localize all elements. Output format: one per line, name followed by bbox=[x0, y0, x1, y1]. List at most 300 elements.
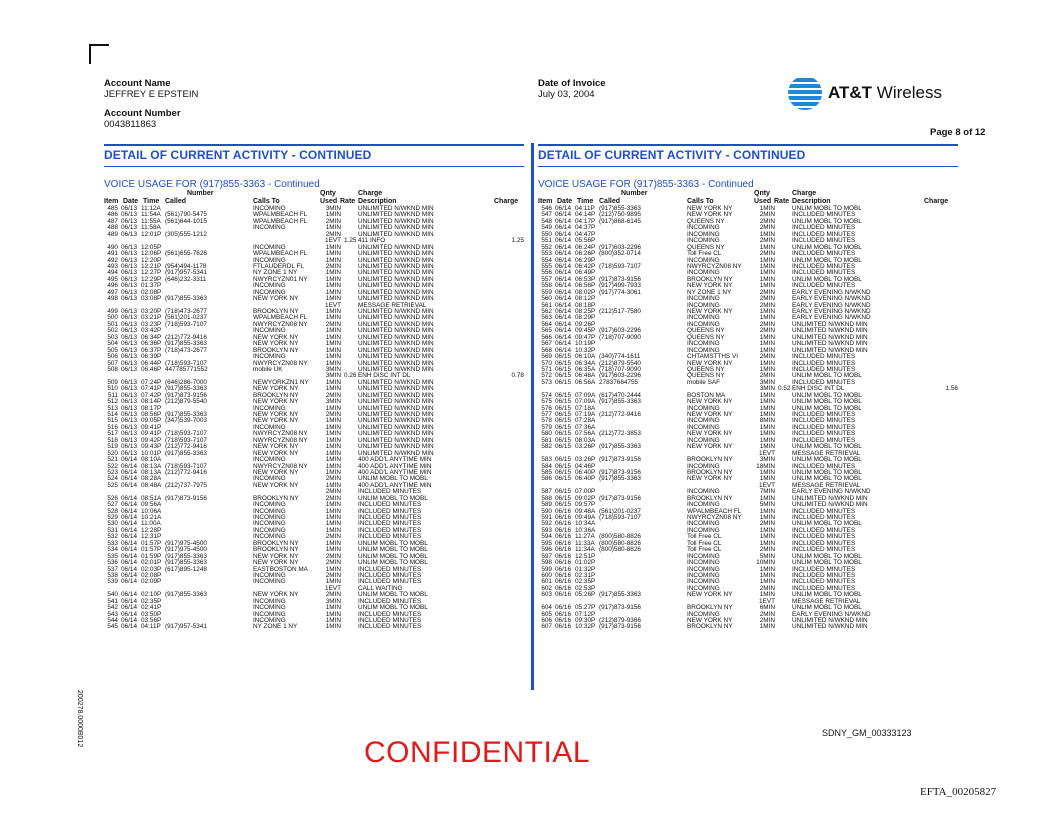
calls-to: NY ZONE 1 NY bbox=[253, 623, 298, 631]
description: UNLIMITED N/WKND MIN bbox=[792, 623, 868, 631]
rate: 0.26 bbox=[344, 372, 357, 380]
description: INCLUDED MINUTES bbox=[358, 526, 422, 534]
description: UNLIM MOBL TO MOBL bbox=[792, 275, 862, 283]
used-qty: 1MIN bbox=[325, 610, 341, 618]
used-qty: 1MIN bbox=[325, 456, 341, 464]
item-number: 599 bbox=[541, 565, 552, 573]
used-qty: 1EVT bbox=[759, 597, 775, 605]
description: EARLY EVENING N/WKND bbox=[792, 295, 871, 303]
header-used: Used bbox=[754, 198, 772, 205]
calls-to: INCOMING bbox=[687, 237, 720, 245]
call-time: 04:11P bbox=[575, 205, 595, 212]
call-date: 06/13 bbox=[121, 353, 137, 361]
item-number: 560 bbox=[541, 295, 552, 303]
call-date: 06/16 bbox=[555, 617, 571, 624]
description: MESSAGE RETRIEVAL bbox=[792, 449, 861, 457]
call-time: 12:31P bbox=[141, 533, 162, 541]
item-number: 545 bbox=[107, 623, 118, 631]
description: INCLUDED MINUTES bbox=[792, 359, 856, 367]
called-number: (212)879-9366 bbox=[599, 617, 641, 624]
used-qty: 3MIN bbox=[325, 597, 341, 605]
description: UNLIM MOBL TO MOBL bbox=[792, 372, 862, 380]
calls-to: Toll Free CL bbox=[687, 250, 722, 258]
description: UNLIMITED N/WKND MIN bbox=[792, 327, 868, 335]
called-number: (561)644-1015 bbox=[165, 217, 207, 225]
item-number: 515 bbox=[107, 417, 118, 425]
item-number: 517 bbox=[107, 430, 118, 438]
title-rule bbox=[104, 166, 524, 167]
call-time: 03:42P bbox=[141, 327, 162, 335]
calls-to: NEW YORK NY bbox=[253, 340, 299, 348]
call-time: 01:02P bbox=[575, 559, 596, 567]
used-qty: 1MIN bbox=[325, 359, 341, 367]
charge: 1.56 bbox=[945, 385, 958, 393]
description: 400 ADD'L ANYTIME MIN bbox=[358, 468, 432, 476]
calls-to: INCOMING bbox=[687, 584, 720, 592]
item-number: 489 bbox=[107, 230, 118, 238]
called-number: (917)873-9156 bbox=[599, 604, 641, 612]
call-date: 06/14 bbox=[121, 571, 137, 579]
item-number: 530 bbox=[107, 520, 118, 528]
call-time: 06:29P bbox=[575, 256, 596, 264]
call-date: 06/13 bbox=[121, 423, 137, 431]
call-time: 09:30P bbox=[575, 617, 596, 624]
used-qty: 7MIN bbox=[759, 488, 775, 496]
call-date: 06/14 bbox=[121, 546, 137, 554]
item-number: 568 bbox=[541, 346, 552, 354]
description: EARLY EVENING N/WKND bbox=[792, 314, 871, 322]
description: UNLIM MOBL TO MOBL bbox=[792, 205, 862, 212]
item-number: 495 bbox=[107, 275, 118, 283]
used-qty: 1MIN bbox=[759, 275, 775, 283]
called-number: (917)873-9156 bbox=[599, 275, 641, 283]
used-qty: 1MIN bbox=[325, 578, 341, 586]
item-number: 512 bbox=[107, 398, 118, 406]
used-qty: 1EVT bbox=[325, 584, 341, 592]
call-date: 06/13 bbox=[121, 340, 137, 348]
item-number: 592 bbox=[541, 520, 552, 528]
description: UNLIM MOBL TO MOBL bbox=[358, 546, 428, 554]
description: INCLUDED MINUTES bbox=[792, 430, 856, 438]
description: INCLUDED MINUTES bbox=[792, 539, 856, 547]
call-time: 07:56A bbox=[575, 430, 596, 438]
calls-to: INCOMING bbox=[253, 327, 286, 335]
item-number: 580 bbox=[541, 430, 552, 438]
call-date: 06/14 bbox=[121, 597, 137, 605]
call-date: 06/13 bbox=[121, 243, 137, 251]
description: INCLUDED MINUTES bbox=[358, 617, 422, 624]
description: UNLIMITED N/WKND MIN bbox=[792, 340, 868, 348]
item-number: 496 bbox=[107, 282, 118, 290]
calls-to: INCOMING bbox=[253, 224, 286, 232]
column-header-row-1 bbox=[538, 190, 958, 198]
calls-to: QUEENS NY bbox=[687, 217, 725, 225]
called-number: (212)517-7580 bbox=[599, 308, 641, 315]
call-time: 12:20P bbox=[141, 256, 162, 264]
calls-to: NEW YORK NY bbox=[687, 308, 733, 315]
used-qty: 1MIN bbox=[325, 275, 341, 283]
call-date: 06/13 bbox=[121, 404, 137, 412]
header-item: Item bbox=[538, 198, 553, 205]
call-date: 06/13 bbox=[121, 436, 137, 444]
call-date: 06/15 bbox=[555, 411, 571, 418]
used-qty: 2MIN bbox=[759, 295, 775, 303]
description: CALL WAITING bbox=[358, 584, 403, 592]
calls-to: NEW YORK NY bbox=[253, 552, 299, 560]
used-qty: 2MIN bbox=[759, 217, 775, 225]
call-time: 08:02P bbox=[575, 288, 596, 296]
calls-to: INCOMING bbox=[253, 423, 286, 431]
description: INCLUDED MINUTES bbox=[792, 584, 856, 592]
called-number: (718)707-9090 bbox=[599, 333, 641, 341]
calls-to: NEW YORK NY bbox=[687, 475, 733, 483]
description: UNLIMITED N/WKND MIN bbox=[358, 398, 434, 406]
call-date: 06/13 bbox=[121, 417, 137, 425]
call-time: 08:13A bbox=[141, 462, 162, 470]
called-number: (917)499-7933 bbox=[599, 282, 641, 290]
used-qty: 1EVT bbox=[325, 301, 341, 309]
call-time: 09:45P bbox=[575, 327, 596, 335]
call-time: 03:21P bbox=[141, 314, 162, 322]
used-qty: 2MIN bbox=[759, 353, 775, 361]
call-date: 06/15 bbox=[555, 353, 571, 361]
call-date: 06/14 bbox=[555, 295, 571, 303]
item-number: 499 bbox=[107, 308, 118, 315]
call-time: 09:43P bbox=[141, 443, 162, 451]
call-date: 06/15 bbox=[555, 365, 571, 373]
calls-to: BROOKLYN NY bbox=[687, 604, 733, 612]
used-qty: 8MIN bbox=[759, 417, 775, 425]
used-qty: 2MIN bbox=[759, 610, 775, 618]
item-number: 570 bbox=[541, 359, 552, 367]
header-called: Called bbox=[165, 198, 187, 205]
calls-to: mobile SAF bbox=[687, 378, 721, 386]
description: UNLIMITED N/WKND MIN bbox=[358, 269, 434, 277]
description: UNLIM MOBL TO MOBL bbox=[792, 443, 862, 451]
used-qty: 2MIN bbox=[325, 571, 341, 579]
call-time: 12:28P bbox=[141, 526, 162, 534]
call-date: 06/13 bbox=[121, 230, 137, 238]
calls-to: NY ZONE 1 NY bbox=[687, 288, 732, 296]
call-time: 12:01P bbox=[141, 230, 162, 238]
called-number: (800)580-8826 bbox=[599, 539, 641, 547]
used-qty: 2MIN bbox=[759, 288, 775, 296]
calls-to: QUEENS NY bbox=[687, 243, 725, 251]
used-qty: 5MIN bbox=[759, 552, 775, 560]
call-time: 07:24P bbox=[141, 378, 162, 386]
called-number: (917)855-3363 bbox=[165, 411, 207, 418]
calls-to: NWYRCYZN01 NY bbox=[253, 275, 308, 283]
called-number: (718)593-7107 bbox=[599, 514, 641, 521]
item-number: 548 bbox=[541, 217, 552, 225]
description: 400 ADD'L ANYTIME MIN bbox=[358, 481, 432, 489]
call-time: 02:53P bbox=[575, 584, 596, 592]
description: UNLIM MOBL TO MOBL bbox=[792, 468, 862, 476]
call-date: 06/14 bbox=[555, 224, 571, 232]
call-time: 02:03P bbox=[141, 565, 162, 573]
description: UNLIMITED N/WKND MIN bbox=[358, 308, 434, 315]
called-number: (646)286-7000 bbox=[165, 378, 207, 386]
calls-to: BROOKLYN NY bbox=[253, 346, 299, 354]
description: UNLIMITED N/WKND MIN bbox=[358, 436, 434, 444]
used-qty: 2MIN bbox=[325, 262, 341, 270]
description: UNLIMITED N/WKND MIN bbox=[358, 256, 434, 264]
used-qty: 3MIN bbox=[759, 378, 775, 386]
calls-to: NEW YORK NY bbox=[687, 282, 733, 290]
calls-to: BROOKLYN NY bbox=[687, 494, 733, 502]
used-qty: 1EVT bbox=[759, 481, 775, 489]
section-title-left: DETAIL OF CURRENT ACTIVITY - CONTINUED bbox=[104, 144, 524, 162]
call-date: 06/15 bbox=[555, 488, 571, 496]
item-number: 564 bbox=[541, 320, 552, 328]
call-date: 06/14 bbox=[555, 230, 571, 238]
description: MESSAGE RETRIEVAL bbox=[358, 301, 427, 309]
call-date: 06/16 bbox=[555, 610, 571, 618]
call-date: 06/14 bbox=[121, 578, 137, 586]
item-number: 550 bbox=[541, 230, 552, 238]
voice-usage-subtitle-right: VOICE USAGE FOR (917)855-3363 - Continued bbox=[538, 179, 754, 190]
call-time: 11:00A bbox=[141, 520, 161, 528]
call-time: 04:14P bbox=[575, 211, 596, 219]
item-number: 516 bbox=[107, 423, 118, 431]
used-qty: 1MIN bbox=[325, 385, 341, 393]
calls-to: INCOMING bbox=[687, 301, 720, 309]
call-date: 06/14 bbox=[555, 217, 571, 225]
section-title-right: DETAIL OF CURRENT ACTIVITY - CONTINUED bbox=[538, 144, 958, 162]
called-number: (917)868-6145 bbox=[599, 217, 641, 225]
description: UNLIM MOBL TO MOBL bbox=[792, 398, 862, 406]
called-number: (646)232-3311 bbox=[165, 275, 207, 283]
call-date: 06/13 bbox=[121, 320, 137, 328]
call-date: 06/15 bbox=[555, 436, 571, 444]
item-number: 606 bbox=[541, 617, 552, 624]
call-date: 06/15 bbox=[555, 398, 571, 406]
calls-to: INCOMING bbox=[687, 230, 720, 238]
description: UNLIMITED N/WKND MIN bbox=[358, 211, 434, 219]
call-time: 06:34P bbox=[141, 333, 162, 341]
calls-to: BROOKLYN NY bbox=[687, 456, 733, 464]
call-time: 10:19P bbox=[575, 340, 596, 348]
header-called: Called bbox=[599, 198, 621, 205]
call-date: 06/14 bbox=[555, 269, 571, 277]
call-date: 06/16 bbox=[555, 514, 571, 521]
header-charge: Charge bbox=[924, 198, 949, 205]
item-number: 555 bbox=[541, 262, 552, 270]
calls-to: INCOMING bbox=[687, 501, 720, 509]
description: UNLIMITED N/WKND MIN bbox=[358, 365, 434, 373]
header-used: Used bbox=[320, 198, 338, 205]
description: INCLUDED MINUTES bbox=[792, 571, 856, 579]
description: UNLIM MOBL TO MOBL bbox=[358, 494, 428, 502]
used-qty: 1MIN bbox=[325, 526, 341, 534]
calls-to: INCOMING bbox=[687, 320, 720, 328]
used-qty: 1MIN bbox=[325, 288, 341, 296]
description: UNLIM MOBL TO MOBL bbox=[358, 539, 428, 547]
call-date: 06/14 bbox=[121, 507, 137, 515]
call-date: 06/16 bbox=[555, 507, 571, 515]
call-date: 06/13 bbox=[121, 346, 137, 354]
description: INCLUDED MINUTES bbox=[358, 578, 422, 586]
calls-to: BROOKLYN NY bbox=[687, 275, 733, 283]
item-number: 500 bbox=[107, 314, 118, 322]
used-qty: 1MIN bbox=[759, 514, 775, 521]
description: INCLUDED MINUTES bbox=[358, 533, 422, 541]
called-number: (917)855-3363 bbox=[165, 385, 207, 393]
called-number: (917)774-3061 bbox=[599, 288, 641, 296]
description: INCLUDED MINUTES bbox=[358, 597, 422, 605]
call-time: 02:10P bbox=[141, 591, 162, 599]
call-time: 12:51P bbox=[575, 552, 596, 560]
call-date: 06/16 bbox=[555, 578, 571, 586]
call-time: 11:27A bbox=[575, 533, 595, 541]
used-qty: 1MIN bbox=[325, 250, 341, 258]
called-number: (305)555-1212 bbox=[165, 230, 207, 238]
used-qty: 3MIN bbox=[325, 365, 341, 373]
calls-to: INCOMING bbox=[687, 520, 720, 528]
calls-to: NEW YORK NY bbox=[687, 411, 733, 418]
call-time: 12:05P bbox=[141, 243, 162, 251]
item-number: 539 bbox=[107, 578, 118, 586]
calls-to: INCOMING bbox=[253, 610, 286, 618]
call-time: 10:32P bbox=[575, 623, 596, 631]
item-number: 572 bbox=[541, 372, 552, 380]
call-time: 04:11P bbox=[141, 623, 161, 631]
voice-usage-subtitle-left: VOICE USAGE FOR (917)855-3363 - Continued bbox=[104, 179, 320, 190]
item-number: 526 bbox=[107, 494, 118, 502]
call-date: 06/13 bbox=[121, 391, 137, 399]
calls-to: NWYRCYZN08 NY bbox=[253, 320, 308, 328]
description: INCLUDED MINUTES bbox=[792, 230, 856, 238]
call-time: 01:37P bbox=[141, 282, 162, 290]
description: UNLIM MOBL TO MOBL bbox=[358, 475, 428, 483]
item-number: 493 bbox=[107, 262, 118, 270]
calls-to: INCOMING bbox=[253, 520, 286, 528]
item-number: 557 bbox=[541, 275, 552, 283]
calls-to: NEW YORK NY bbox=[687, 205, 733, 212]
call-time: 09:47P bbox=[575, 333, 596, 341]
call-time: 06:53P bbox=[575, 275, 596, 283]
used-qty: 1MIN bbox=[759, 411, 775, 418]
item-number: 573 bbox=[541, 378, 552, 386]
used-qty: 1MIN bbox=[325, 378, 341, 386]
call-time: 06:24P bbox=[575, 243, 596, 251]
used-qty: 2MIN bbox=[759, 617, 775, 624]
call-time: 10:01P bbox=[141, 449, 162, 457]
call-time: 12:29P bbox=[141, 275, 162, 283]
call-date: 06/13 bbox=[121, 333, 137, 341]
called-number: (917)855-3363 bbox=[599, 205, 641, 212]
item-number: 525 bbox=[107, 481, 118, 489]
used-qty: 1MIN bbox=[325, 617, 341, 624]
item-number: 597 bbox=[541, 552, 552, 560]
description: INCLUDED MINUTES bbox=[792, 436, 856, 444]
description: INCLUDED MINUTES bbox=[358, 488, 422, 496]
called-number: (917)975-4500 bbox=[165, 546, 207, 554]
call-time: 07:41P bbox=[141, 385, 162, 393]
called-number: (212)879-5540 bbox=[599, 359, 641, 367]
calls-to: NY ZONE 1 NY bbox=[253, 269, 298, 277]
description: INCLUDED MINUTES bbox=[792, 565, 856, 573]
description: UNLIM MOBL TO MOBL bbox=[792, 391, 862, 399]
call-time: 11:12A bbox=[141, 205, 161, 212]
calls-to: BROOKLYN NY bbox=[253, 308, 299, 315]
used-qty: 1MIN bbox=[759, 571, 775, 579]
call-date: 06/16 bbox=[555, 526, 571, 534]
call-date: 06/15 bbox=[555, 378, 571, 386]
column-divider bbox=[531, 143, 534, 690]
description: INCLUDED MINUTES bbox=[792, 462, 856, 470]
call-date: 06/14 bbox=[555, 333, 571, 341]
calls-to: INCOMING bbox=[687, 340, 720, 348]
used-qty: 2MIN bbox=[325, 230, 341, 238]
calls-to: EASTBOSTON MA bbox=[253, 565, 308, 573]
call-date: 06/14 bbox=[121, 610, 137, 618]
item-number: 576 bbox=[541, 404, 552, 412]
call-date: 06/16 bbox=[555, 604, 571, 612]
description: UNLIM MOBL TO MOBL bbox=[358, 552, 428, 560]
item-number: 566 bbox=[541, 333, 552, 341]
call-time: 07:09A bbox=[575, 398, 596, 406]
used-qty: 2MIN bbox=[325, 591, 341, 599]
description: ENH DISC INT DL bbox=[358, 372, 411, 380]
description: UNLIM MOBL TO MOBL bbox=[792, 256, 862, 264]
used-qty: 1MIN bbox=[759, 404, 775, 412]
item-number: 494 bbox=[107, 269, 118, 277]
call-time: 01:59P bbox=[141, 552, 162, 560]
description: UNLIMITED N/WKND MIN bbox=[358, 411, 434, 418]
call-date: 06/14 bbox=[121, 604, 137, 612]
called-number: (917)855-3363 bbox=[599, 398, 641, 406]
called-number: (917)873-9156 bbox=[599, 468, 641, 476]
description: UNLIMITED N/WKND MIN bbox=[358, 320, 434, 328]
used-qty: 1MIN bbox=[325, 211, 341, 219]
call-time: 08:10A bbox=[141, 456, 162, 464]
item-number: 594 bbox=[541, 533, 552, 541]
description: UNLIMITED N/WKND MIN bbox=[358, 378, 434, 386]
item-number: 541 bbox=[107, 597, 118, 605]
call-date: 06/14 bbox=[121, 456, 137, 464]
called-number: (917)855-3363 bbox=[165, 552, 207, 560]
used-qty: 1MIN bbox=[325, 308, 341, 315]
header-date: Date bbox=[557, 198, 573, 205]
description: INCLUDED MINUTES bbox=[792, 269, 856, 277]
called-number: (718)593-7107 bbox=[599, 262, 641, 270]
used-qty: 1EVT bbox=[325, 237, 341, 245]
call-date: 06/14 bbox=[555, 237, 571, 245]
called-number: (212)772-9416 bbox=[165, 443, 207, 451]
calls-to: NEW YORK NY bbox=[253, 449, 299, 457]
calls-to: NEW YORK NY bbox=[687, 359, 733, 367]
used-qty: 1MIN bbox=[759, 430, 775, 438]
call-time: 11:34A bbox=[575, 546, 595, 554]
item-number: 563 bbox=[541, 314, 552, 322]
account-name-label: Account Name bbox=[104, 78, 171, 89]
call-date: 06/13 bbox=[121, 205, 137, 212]
header-charge-top: Charge bbox=[792, 190, 817, 197]
description: UNLIM MOBL TO MOBL bbox=[792, 520, 862, 528]
calls-to: NWYRCYZN08 NY bbox=[253, 359, 308, 367]
calls-to: INCOMING bbox=[687, 578, 720, 586]
call-time: 03:08P bbox=[141, 295, 162, 303]
call-time: 08:29P bbox=[575, 314, 596, 322]
used-qty: 1MIN bbox=[325, 520, 341, 528]
used-qty: 3MIN bbox=[325, 398, 341, 406]
call-time: 12:27P bbox=[141, 269, 162, 277]
used-qty: 1MIN bbox=[325, 481, 341, 489]
item-number: 524 bbox=[107, 475, 118, 483]
used-qty: 1MIN bbox=[325, 565, 341, 573]
description: UNLIM MOBL TO MOBL bbox=[792, 243, 862, 251]
